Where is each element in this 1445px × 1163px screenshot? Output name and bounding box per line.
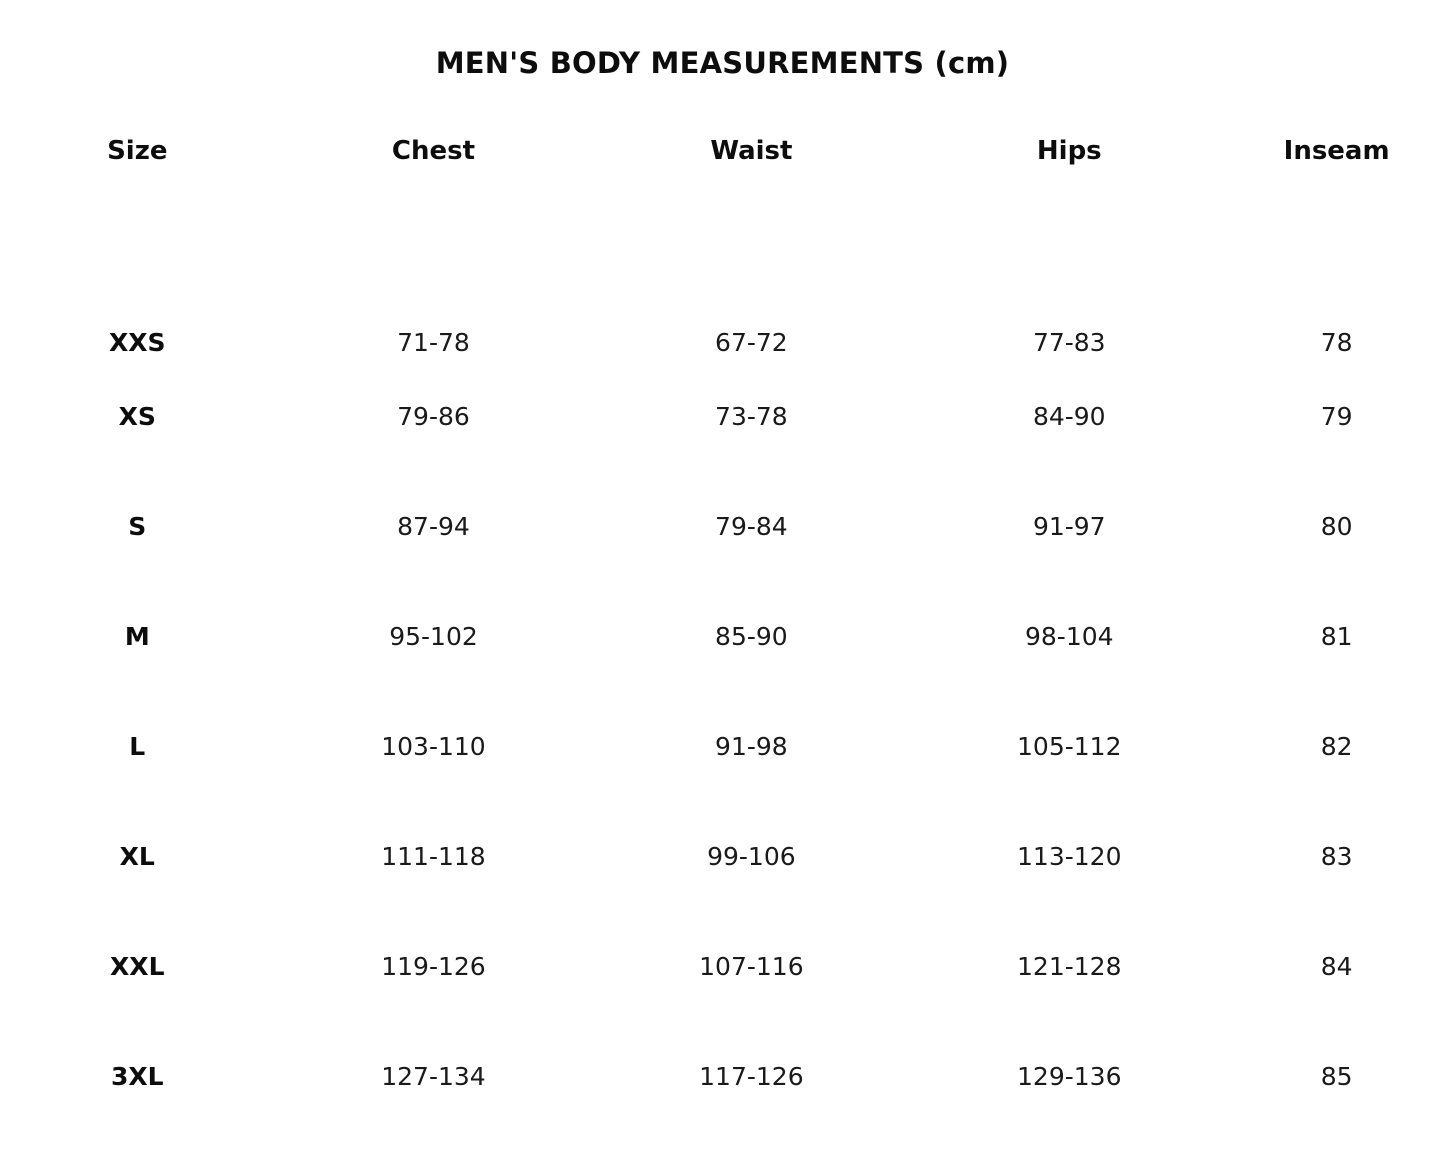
table-row	[0, 911, 1445, 1021]
cell-size: 3XL	[110, 1061, 164, 1091]
column-header-waist: Waist	[710, 136, 793, 166]
table-row	[0, 471, 1445, 581]
cell-hips: 105-112	[1017, 731, 1122, 761]
cell-size: XXL	[110, 951, 165, 981]
cell-size: XL	[119, 841, 155, 871]
size-chart-table	[0, 136, 1445, 1131]
cell-size: S	[128, 511, 147, 541]
table-row	[0, 581, 1445, 691]
cell-hips: 121-128	[1017, 951, 1122, 981]
table-row	[0, 801, 1445, 911]
table-row	[0, 1021, 1445, 1131]
cell-inseam: 78	[1320, 328, 1353, 357]
table-row	[0, 361, 1445, 471]
cell-waist: 73-78	[715, 401, 788, 431]
cell-waist: 107-116	[699, 951, 804, 981]
cell-inseam: 85	[1320, 1061, 1353, 1091]
page-title: MEN'S BODY MEASUREMENTS (cm)	[435, 46, 1010, 80]
cell-chest: 111-118	[381, 841, 486, 871]
cell-waist: 117-126	[699, 1061, 804, 1091]
cell-hips: 98-104	[1024, 621, 1114, 651]
cell-size: L	[129, 731, 146, 761]
cell-inseam: 79	[1320, 401, 1353, 431]
cell-hips: 129-136	[1017, 1061, 1122, 1091]
cell-waist: 67-72	[715, 328, 788, 357]
cell-waist: 79-84	[715, 511, 788, 541]
column-header-chest: Chest	[391, 136, 476, 166]
cell-hips: 77-83	[1032, 328, 1106, 357]
cell-waist: 85-90	[715, 621, 788, 651]
cell-inseam: 82	[1320, 731, 1353, 761]
table-header-row	[0, 136, 1445, 176]
column-header-inseam: Inseam	[1283, 136, 1390, 166]
cell-inseam: 84	[1320, 951, 1353, 981]
cell-chest: 95-102	[389, 621, 478, 651]
cell-inseam: 81	[1320, 621, 1353, 651]
cell-chest: 71-78	[397, 328, 470, 357]
table-row	[0, 176, 1445, 361]
cell-waist: 91-98	[715, 731, 788, 761]
table-body	[0, 176, 1445, 1131]
cell-chest: 127-134	[381, 1061, 486, 1091]
cell-chest: 79-86	[397, 401, 470, 431]
cell-hips: 91-97	[1032, 511, 1106, 541]
table-header	[0, 136, 1445, 176]
cell-chest: 103-110	[381, 731, 486, 761]
cell-hips: 84-90	[1032, 401, 1106, 431]
cell-size: XXS	[108, 328, 166, 357]
cell-chest: 87-94	[397, 511, 470, 541]
table-row	[0, 691, 1445, 801]
cell-chest: 119-126	[381, 951, 486, 981]
cell-inseam: 80	[1320, 511, 1353, 541]
cell-size: M	[124, 621, 150, 651]
cell-waist: 99-106	[707, 841, 796, 871]
cell-hips: 113-120	[1017, 841, 1122, 871]
cell-inseam: 83	[1320, 841, 1353, 871]
cell-size: XS	[118, 401, 156, 431]
column-header-hips: Hips	[1036, 136, 1102, 166]
column-header-size: Size	[107, 136, 168, 166]
